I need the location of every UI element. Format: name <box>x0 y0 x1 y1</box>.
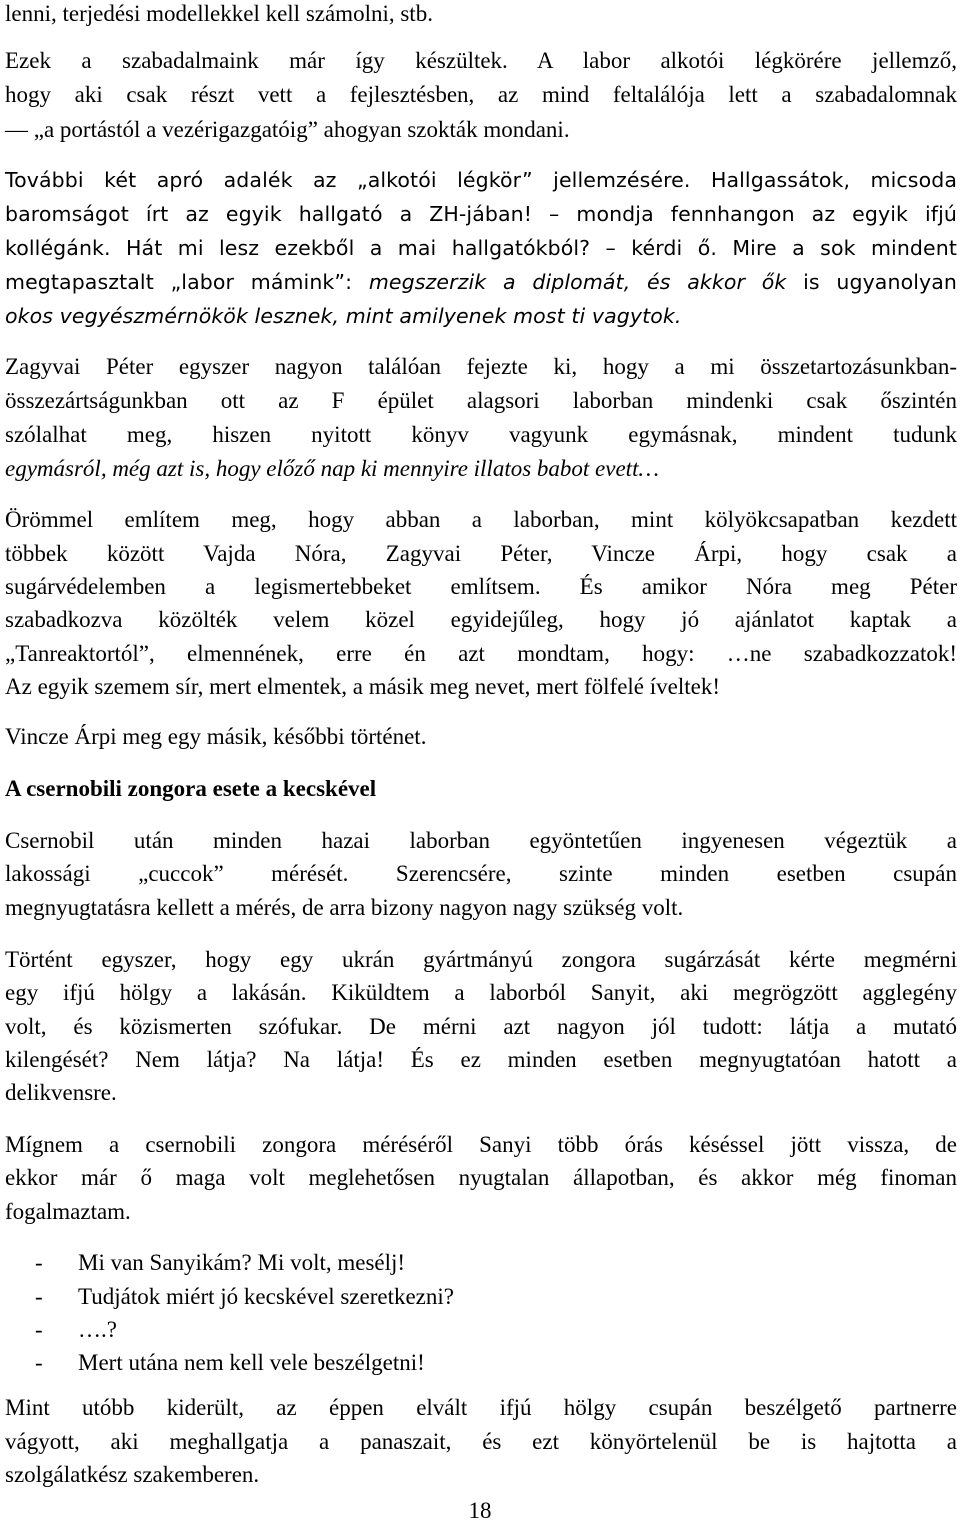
paragraph-line: Történt egyszer, hogy egy ukrán gyártmányú zongora sugárzását kérte megmérni <box>5 947 957 972</box>
paragraph-line: szólalhat meg, hiszen nyitott könyv vagyunk egymásnak, mindent tudunk <box>5 422 957 447</box>
paragraph-line: egymásról, még azt is, hogy előző nap ki mennyire illatos babot evett… <box>5 456 659 481</box>
paragraph-line: szolgálatkész szakemberen. <box>5 1462 260 1487</box>
paragraph-line: fogalmaztam. <box>5 1199 131 1224</box>
paragraph-line: Mint utóbb kiderült, az éppen elvált ifjú hölgy csupán beszélgető partnerre <box>5 1395 957 1420</box>
paragraph-line: Csernobil után minden hazai laborban egyöntetűen ingyenesen végeztük a <box>5 828 957 853</box>
paragraph-line: Vincze Árpi meg egy másik, későbbi történet. <box>5 724 427 749</box>
paragraph-line: hogy aki csak részt vett a fejlesztésben, az mind feltalálója lett a szabadalomnak <box>5 82 957 107</box>
paragraph-line: „Tanreaktortól”, elmennének, erre én azt mondtam, hogy: …ne szabadkozzatok! <box>5 641 957 666</box>
paragraph-line: vágyott, aki meghallgatja a panaszait, és ezt könyörtelenül be is hajtotta a <box>5 1429 957 1454</box>
paragraph-line: — „a portástól a vezérigazgatóig” ahogyan szokták mondani. <box>5 117 570 142</box>
paragraph-line: megtapasztalt „labor mámink”: megszerzik a diplomát, és akkor ők is ugyanolyan <box>5 270 957 294</box>
paragraph-line: egy ifjú hölgy a lakásán. Kiküldtem a laborból Sanyit, aki megrögzött agglegény <box>5 980 957 1005</box>
paragraph-line: szabadkozva közölték velem közel egyidejűleg, hogy jó ajánlatot kaptak a <box>5 607 957 632</box>
paragraph-line: többek között Vajda Nóra, Zagyvai Péter, Vincze Árpi, hogy csak a <box>5 541 957 566</box>
dash-bullet: - <box>35 1317 43 1342</box>
list-item-text: ….? <box>78 1317 117 1342</box>
paragraph-line: lakossági „cuccok” mérését. Szerencsére, szinte minden esetben csupán <box>5 861 957 886</box>
paragraph-line: ekkor már ő maga volt meglehetősen nyugtalan állapotban, és akkor még finoman <box>5 1165 957 1190</box>
paragraph-line: okos vegyészmérnökök lesznek, mint amilyenek most ti vagytok. <box>5 304 682 328</box>
paragraph-line: sugárvédelemben a legismertebbeket említsem. És amikor Nóra meg Péter <box>5 574 957 599</box>
paragraph-line: Az egyik szemem sír, mert elmentek, a másik meg nevet, mert fölfelé íveltek! <box>5 674 721 699</box>
section-heading: A csernobili zongora esete a kecskével <box>5 776 377 801</box>
list-item-text: Mert utána nem kell vele beszélgetni! <box>78 1350 425 1375</box>
dash-bullet: - <box>35 1350 43 1375</box>
paragraph-line: Mígnem a csernobili zongora méréséről Sanyi több órás késéssel jött vissza, de <box>5 1132 957 1157</box>
dash-bullet: - <box>35 1250 43 1275</box>
paragraph-line: Ezek a szabadalmaink már így készültek. A labor alkotói légkörére jellemző, <box>5 48 957 73</box>
paragraph-line: megnyugtatásra kellett a mérés, de arra bizony nagyon nagy szükség volt. <box>5 895 684 920</box>
page-number: 18 <box>468 1498 492 1523</box>
paragraph-line: lenni, terjedési modellekkel kell számolni, stb. <box>5 1 433 26</box>
dash-bullet: - <box>35 1284 43 1309</box>
paragraph-line: delikvensre. <box>5 1080 117 1105</box>
list-item-text: Tudjátok miért jó kecskével szeretkezni? <box>78 1284 454 1309</box>
paragraph-line: baromságot írt az egyik hallgató a ZH-jában! – mondja fennhangon az egyik ifjú <box>5 202 957 226</box>
paragraph-line: Zagyvai Péter egyszer nagyon találóan fejezte ki, hogy a mi összetartozásunkban- <box>5 354 957 379</box>
paragraph-line: volt, és közismerten szófukar. De mérni azt nagyon jól tudott: látja a mutató <box>5 1014 957 1039</box>
paragraph-line: Örömmel említem meg, hogy abban a laborban, mint kölyökcsapatban kezdett <box>5 507 957 532</box>
list-item-text: Mi van Sanyikám? Mi volt, mesélj! <box>78 1250 406 1275</box>
paragraph-line: összezártságunkban ott az F épület alagsori laborban mindenki csak őszintén <box>5 388 957 413</box>
paragraph-line: kilengését? Nem látja? Na látja! És ez minden esetben megnyugtatóan hatott a <box>5 1047 957 1072</box>
paragraph-line: kollégánk. Hát mi lesz ezekből a mai hallgatókból? – kérdi ő. Mire a sok mindent <box>5 236 957 260</box>
paragraph-line: További két apró adalék az „alkotói légkör” jellemzésére. Hallgassátok, micsoda <box>5 168 957 192</box>
